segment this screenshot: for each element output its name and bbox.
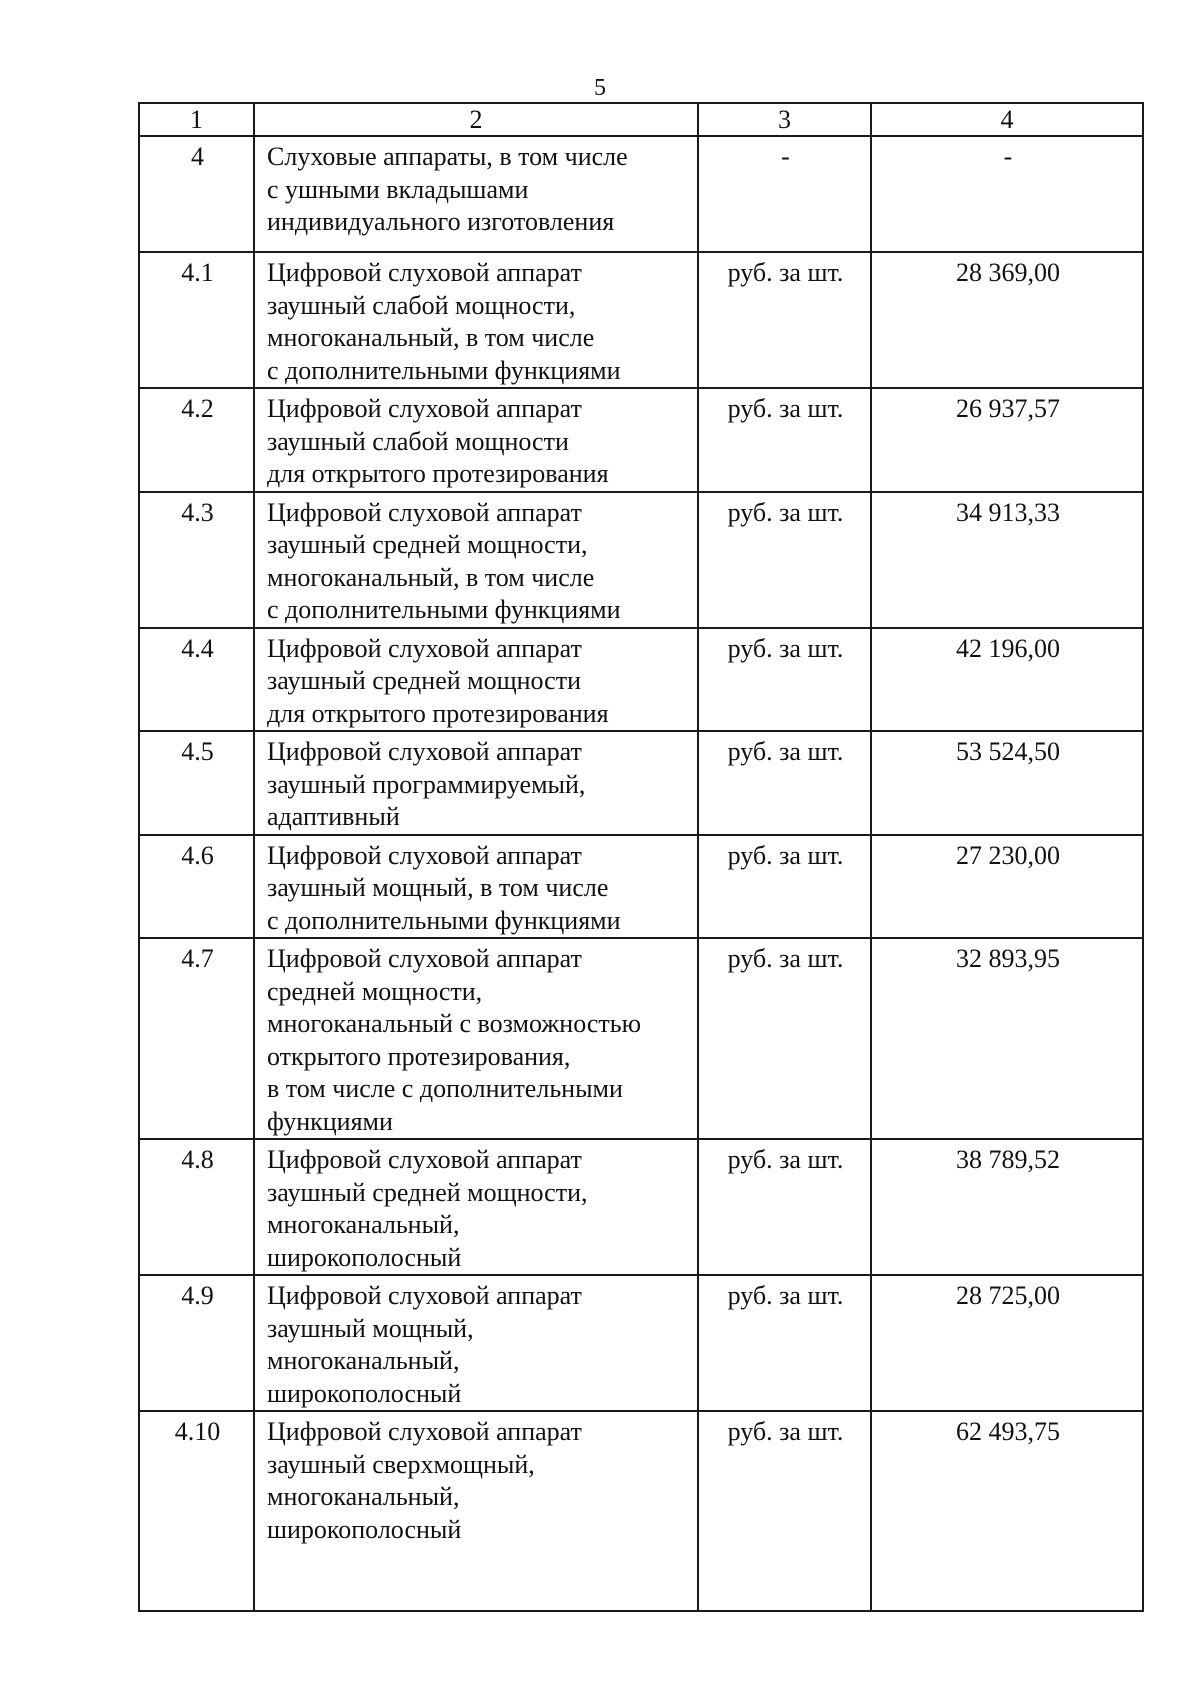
page-number: 5 bbox=[594, 75, 606, 101]
item-name: Цифровой слуховой аппарат заушный средней мощности, многоканальный, широкополосный bbox=[254, 1139, 698, 1275]
item-unit: руб. за шт. bbox=[698, 1139, 871, 1275]
table-row bbox=[139, 835, 1143, 939]
item-number: 4.1 bbox=[139, 252, 254, 388]
column-header-number: 1 bbox=[139, 103, 254, 136]
item-price: 34 913,33 bbox=[871, 492, 1143, 628]
item-price: 42 196,00 bbox=[871, 628, 1143, 732]
item-number: 4.5 bbox=[139, 731, 254, 835]
item-price: 28 725,00 bbox=[871, 1275, 1143, 1411]
item-name: Слуховые аппараты, в том числе с ушными вкладышами индивидуального изготовления bbox=[254, 136, 698, 252]
item-unit: руб. за шт. bbox=[698, 731, 871, 835]
table-row bbox=[139, 388, 1143, 492]
item-price: 38 789,52 bbox=[871, 1139, 1143, 1275]
item-unit: руб. за шт. bbox=[698, 628, 871, 732]
table-row bbox=[139, 628, 1143, 732]
item-number: 4.8 bbox=[139, 1139, 254, 1275]
item-price: 53 524,50 bbox=[871, 731, 1143, 835]
item-number: 4.7 bbox=[139, 938, 254, 1139]
item-unit: - bbox=[698, 136, 871, 252]
table-row bbox=[139, 1139, 1143, 1275]
item-unit: руб. за шт. bbox=[698, 492, 871, 628]
item-price: 28 369,00 bbox=[871, 252, 1143, 388]
item-number: 4.10 bbox=[139, 1411, 254, 1611]
item-name: Цифровой слуховой аппарат заушный слабой мощности, многоканальный, в том числе с дополнительными функциями bbox=[254, 252, 698, 388]
item-name: Цифровой слуховой аппарат заушный мощный, в том числе с дополнительными функциями bbox=[254, 835, 698, 939]
item-number: 4.2 bbox=[139, 388, 254, 492]
item-number: 4.3 bbox=[139, 492, 254, 628]
item-name: Цифровой слуховой аппарат заушный слабой мощности для открытого протезирования bbox=[254, 388, 698, 492]
item-price: 62 493,75 bbox=[871, 1411, 1143, 1611]
item-number: 4.4 bbox=[139, 628, 254, 732]
column-header-name: 2 bbox=[254, 103, 698, 136]
item-unit: руб. за шт. bbox=[698, 835, 871, 939]
item-name: Цифровой слуховой аппарат заушный сверхмощный, многоканальный, широкополосный bbox=[254, 1411, 698, 1611]
item-name: Цифровой слуховой аппарат заушный программируемый, адаптивный bbox=[254, 731, 698, 835]
item-unit: руб. за шт. bbox=[698, 252, 871, 388]
item-unit: руб. за шт. bbox=[698, 1275, 871, 1411]
item-name: Цифровой слуховой аппарат заушный средней мощности для открытого протезирования bbox=[254, 628, 698, 732]
table-header-row bbox=[139, 103, 1143, 136]
table-row bbox=[139, 731, 1143, 835]
table-row bbox=[139, 938, 1143, 1139]
item-price: 32 893,95 bbox=[871, 938, 1143, 1139]
column-header-price: 4 bbox=[871, 103, 1143, 136]
price-table bbox=[138, 102, 1144, 1612]
item-price: 26 937,57 bbox=[871, 388, 1143, 492]
table-row bbox=[139, 252, 1143, 388]
column-header-unit: 3 bbox=[698, 103, 871, 136]
item-name: Цифровой слуховой аппарат средней мощности, многоканальный с возможностью открытого протезирования, в том числе с дополнительными функциями bbox=[254, 938, 698, 1139]
item-price: - bbox=[871, 136, 1143, 252]
item-number: 4 bbox=[139, 136, 254, 252]
item-name: Цифровой слуховой аппарат заушный мощный, многоканальный, широкополосный bbox=[254, 1275, 698, 1411]
item-unit: руб. за шт. bbox=[698, 938, 871, 1139]
table-row bbox=[139, 1411, 1143, 1611]
item-price: 27 230,00 bbox=[871, 835, 1143, 939]
item-number: 4.9 bbox=[139, 1275, 254, 1411]
item-name: Цифровой слуховой аппарат заушный средней мощности, многоканальный, в том числе с дополнительными функциями bbox=[254, 492, 698, 628]
item-number: 4.6 bbox=[139, 835, 254, 939]
item-unit: руб. за шт. bbox=[698, 1411, 871, 1611]
item-unit: руб. за шт. bbox=[698, 388, 871, 492]
table-row bbox=[139, 1275, 1143, 1411]
table-row bbox=[139, 136, 1143, 252]
table-row bbox=[139, 492, 1143, 628]
